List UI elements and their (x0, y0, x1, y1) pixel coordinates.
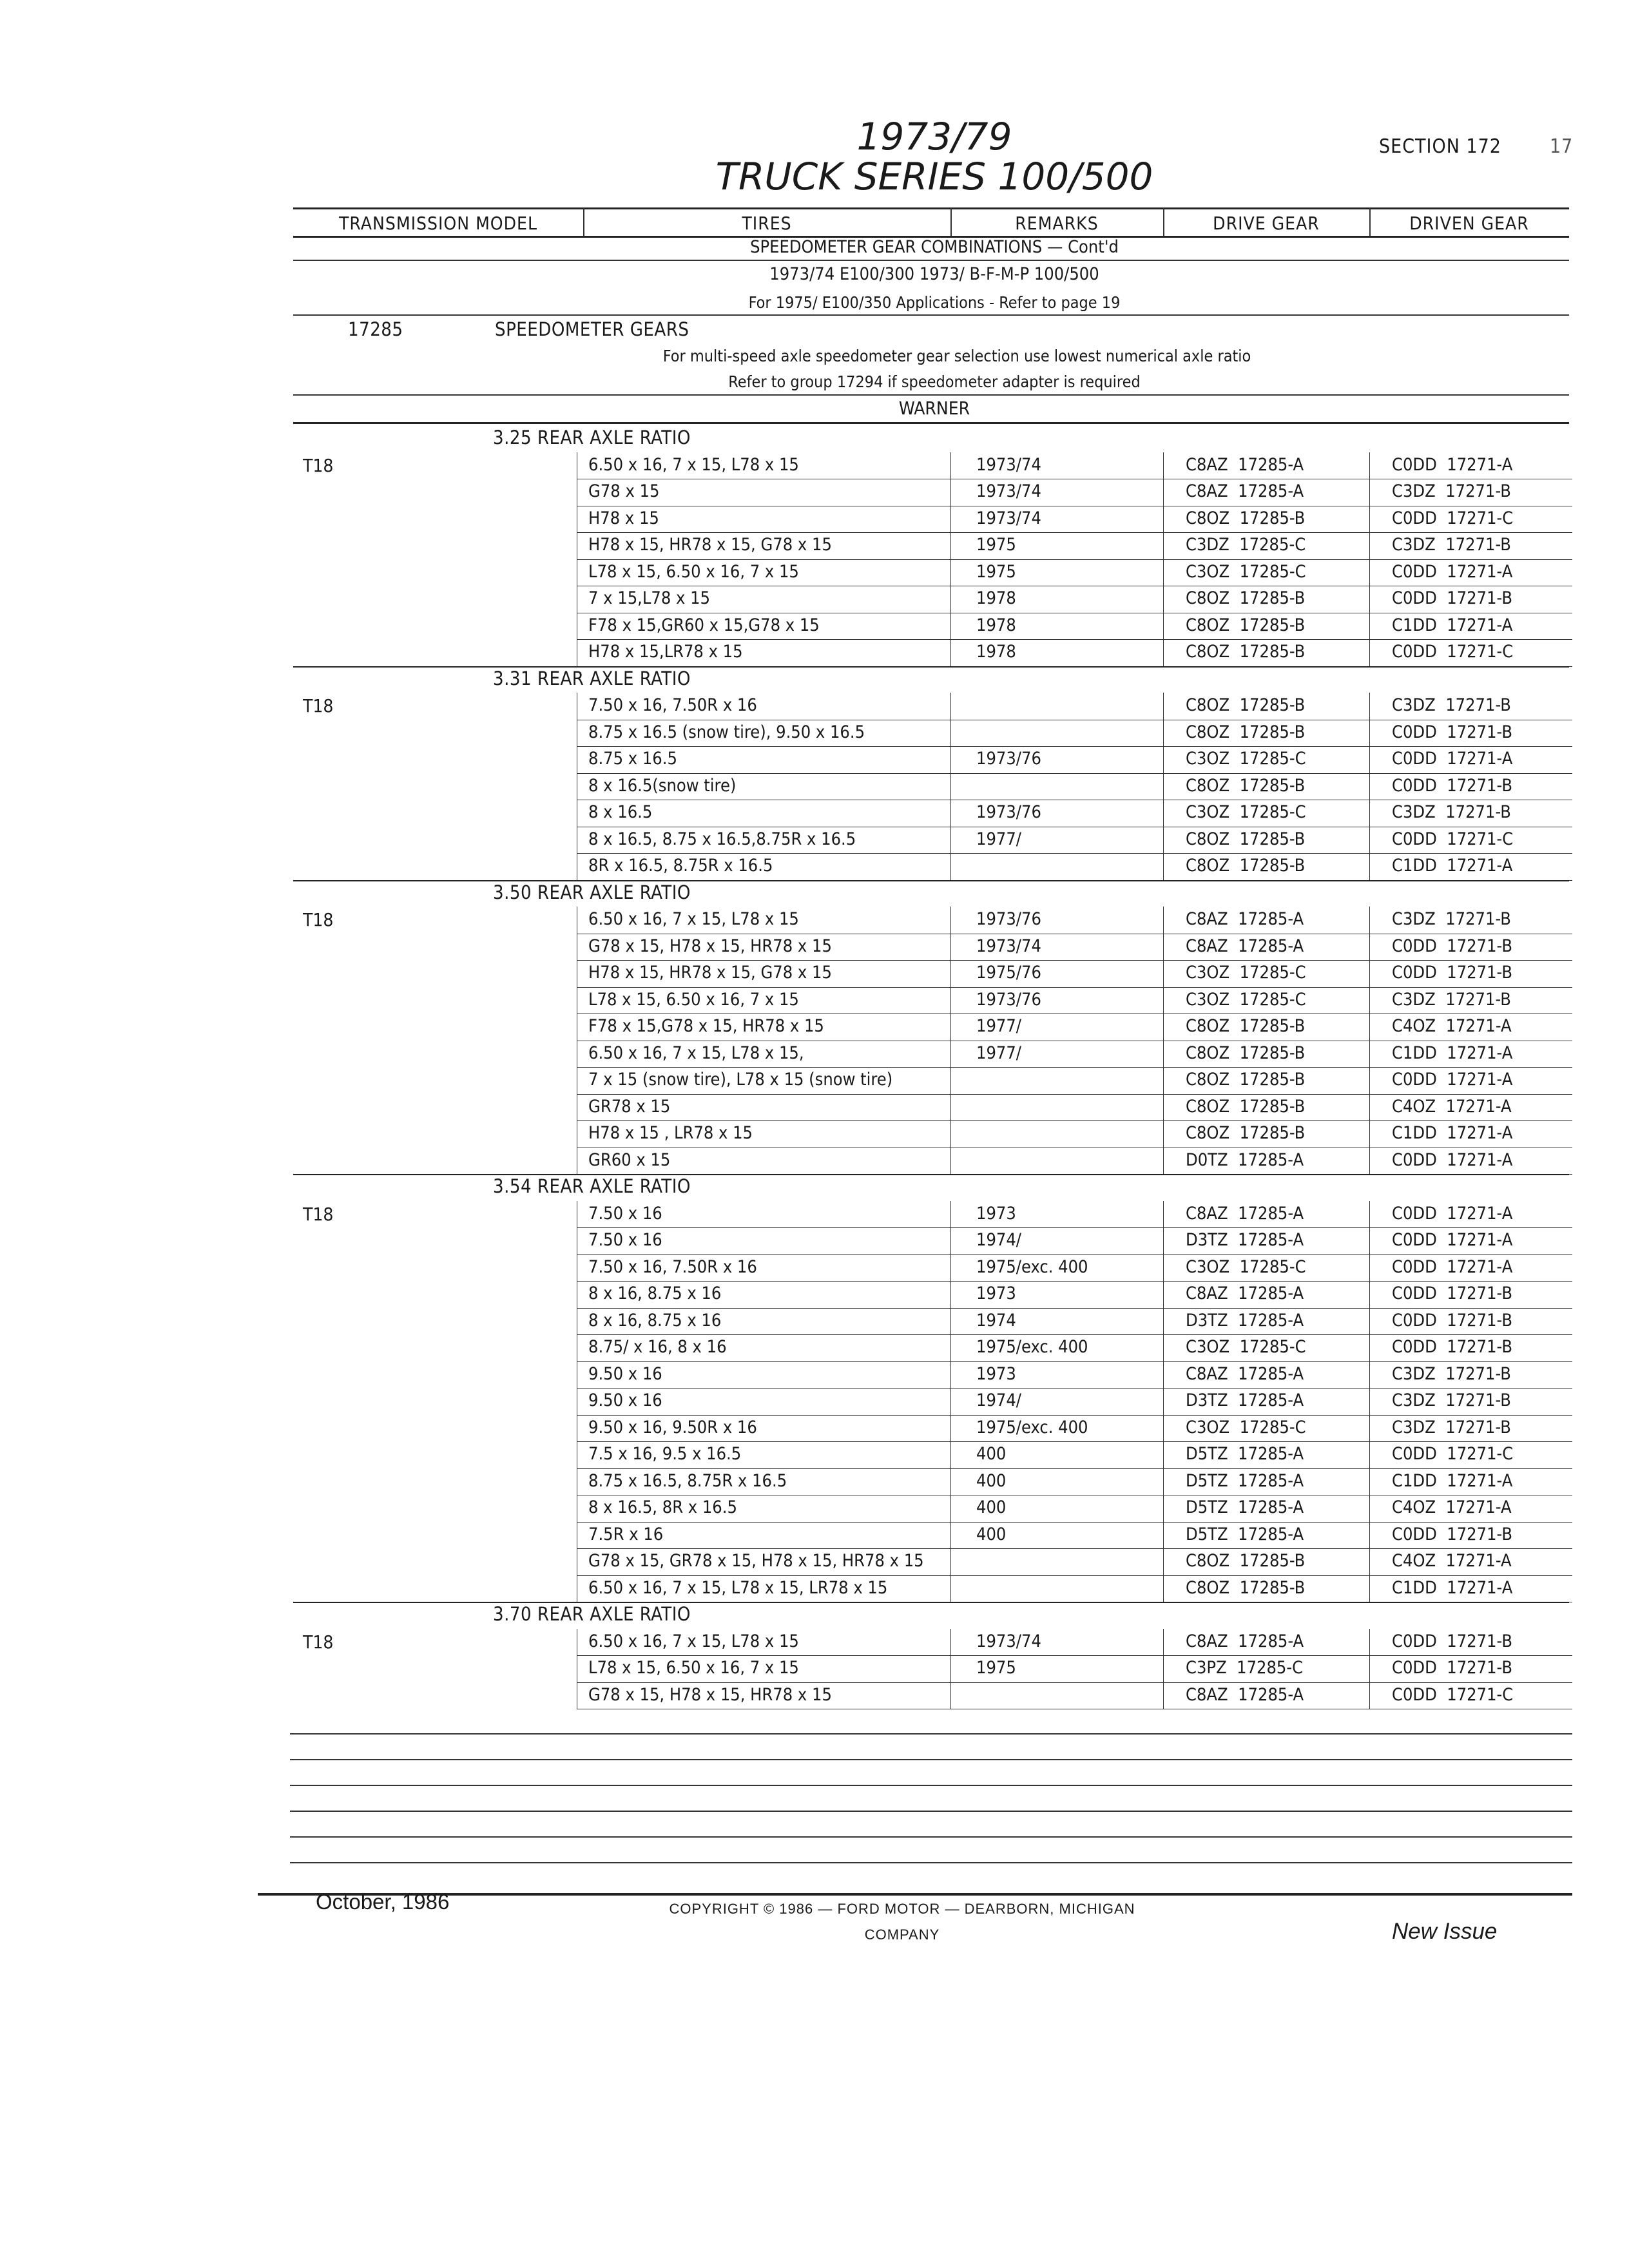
blank-rule (290, 1811, 1572, 1812)
drive-gear-part: D5TZ 17285-A (1186, 1470, 1304, 1491)
tire-size: 7.5R x 16 (588, 1524, 664, 1544)
tire-size: GR78 x 15 (588, 1096, 671, 1117)
driven-gear-part: C0DD 17271-A (1392, 1070, 1513, 1090)
remarks: 400 (976, 1470, 1007, 1491)
drive-gear-part: C3OZ 17285-C (1186, 561, 1306, 582)
tire-size: 8 x 16, 8.75 x 16 (588, 1310, 722, 1331)
column-divider (950, 1201, 951, 1602)
intro-title: SPEEDOMETER GEAR COMBINATIONS — Cont'd (750, 237, 1119, 257)
driven-gear-part: C0DD 17271-B (1392, 1524, 1512, 1544)
driven-gear-part: C4OZ 17271-A (1392, 1497, 1512, 1517)
col-driven-gear: DRIVEN GEAR (1409, 213, 1529, 234)
driven-gear-part: C0DD 17271-A (1392, 561, 1513, 582)
tire-size: 7 x 15,L78 x 15 (588, 588, 710, 608)
col-remarks: REMARKS (1015, 213, 1099, 234)
remarks: 1974/ (976, 1230, 1021, 1250)
remarks: 1973/74 (976, 936, 1041, 956)
tire-size: 6.50 x 16, 7 x 15, L78 x 15 (588, 1631, 799, 1651)
intro-refer: For 1975/ E100/350 Applications - Refer to page 19 (748, 293, 1121, 312)
remarks: 1978 (976, 642, 1016, 662)
tire-size: 7.50 x 16 (588, 1230, 662, 1250)
tire-size: H78 x 15, HR78 x 15, G78 x 15 (588, 963, 832, 983)
intro-applications: 1973/74 E100/300 1973/ B-F-M-P 100/500 (769, 264, 1099, 284)
drive-gear-part: C8AZ 17285-A (1186, 1203, 1304, 1224)
column-divider (1369, 452, 1370, 666)
tire-size: 8 x 16.5 (588, 802, 653, 822)
driven-gear-part: C0DD 17271-C (1392, 642, 1514, 662)
blank-rule (290, 1836, 1572, 1838)
driven-gear-part: C0DD 17271-B (1392, 1337, 1512, 1357)
driven-gear-part: C3DZ 17271-B (1392, 1363, 1511, 1384)
issue-status: New Issue (1392, 1919, 1498, 1944)
drive-gear-part: C8AZ 17285-A (1186, 1684, 1304, 1705)
row-rule (577, 559, 1572, 560)
header-top-rule (293, 207, 1569, 209)
remarks: 1973/76 (976, 749, 1041, 769)
page-number: 17 (1550, 135, 1574, 158)
drive-gear-part: C8OZ 17285-B (1186, 1043, 1306, 1063)
axle-ratio-heading: 3.54 REAR AXLE RATIO (493, 1175, 691, 1197)
tire-size: G78 x 15 (588, 481, 660, 501)
rule (293, 394, 1569, 396)
axle-ratio-heading: 3.50 REAR AXLE RATIO (493, 881, 691, 903)
row-rule (577, 1094, 1572, 1095)
row-rule (577, 532, 1572, 533)
maker-warner: WARNER (898, 398, 970, 419)
row-rule (577, 1067, 1572, 1068)
row-rule (577, 1522, 1572, 1523)
row-rule (577, 1548, 1572, 1549)
rule (293, 260, 1569, 261)
drive-gear-part: C3OZ 17285-C (1186, 1417, 1306, 1437)
tire-size: L78 x 15, 6.50 x 16, 7 x 15 (588, 561, 799, 582)
drive-gear-part: C3DZ 17285-C (1186, 535, 1306, 555)
row-rule (577, 1388, 1572, 1389)
intro-note-adapter: Refer to group 17294 if speedometer adapter is required (728, 372, 1141, 391)
header-divider (583, 207, 584, 236)
drive-gear-part: C8AZ 17285-A (1186, 1363, 1304, 1384)
row-rule (577, 1415, 1572, 1416)
row-rule (577, 746, 1572, 747)
row-rule (577, 639, 1572, 640)
row-rule (577, 1334, 1572, 1335)
row-rule (577, 1575, 1572, 1576)
copyright-company: COMPANY (864, 1927, 940, 1943)
header-divider (950, 207, 952, 236)
row-rule (577, 1227, 1572, 1228)
tire-size: G78 x 15, H78 x 15, HR78 x 15 (588, 1684, 832, 1705)
remarks: 1975/exc. 400 (976, 1337, 1088, 1357)
driven-gear-part: C0DD 17271-B (1392, 936, 1512, 956)
remarks: 400 (976, 1497, 1007, 1517)
rule (293, 422, 1569, 424)
tire-size: G78 x 15, GR78 x 15, H78 x 15, HR78 x 15 (588, 1551, 924, 1571)
drive-gear-part: C8OZ 17285-B (1186, 615, 1306, 635)
section-number: SECTION 172 (1379, 135, 1501, 158)
remarks: 1977/ (976, 829, 1021, 849)
row-rule (577, 773, 1572, 774)
drive-gear-part: C8AZ 17285-A (1186, 454, 1304, 475)
transmission-model: T18 (303, 695, 334, 716)
tire-size: 8R x 16.5, 8.75R x 16.5 (588, 856, 773, 876)
tire-size: 6.50 x 16, 7 x 15, L78 x 15 (588, 909, 799, 929)
tire-size: 8 x 16.5, 8.75 x 16.5,8.75R x 16.5 (588, 829, 856, 849)
tire-size: 7 x 15 (snow tire), L78 x 15 (snow tire) (588, 1070, 893, 1090)
column-divider (1163, 1201, 1164, 1602)
tire-size: 6.50 x 16, 7 x 15, L78 x 15, (588, 1043, 804, 1063)
drive-gear-part: C8OZ 17285-B (1186, 775, 1306, 796)
drive-gear-part: C8OZ 17285-B (1186, 856, 1306, 876)
transmission-model: T18 (303, 1631, 334, 1653)
driven-gear-part: C4OZ 17271-A (1392, 1551, 1512, 1571)
axle-ratio-heading: 3.31 REAR AXLE RATIO (493, 667, 691, 689)
driven-gear-part: C4OZ 17271-A (1392, 1096, 1512, 1117)
tire-size: 8 x 16, 8.75 x 16 (588, 1283, 722, 1303)
driven-gear-part: C1DD 17271-A (1392, 1043, 1513, 1063)
tire-size: 9.50 x 16 (588, 1390, 662, 1410)
tire-size: GR60 x 15 (588, 1149, 671, 1170)
driven-gear-part: C0DD 17271-B (1392, 1658, 1512, 1678)
driven-gear-part: C3DZ 17271-B (1392, 535, 1511, 555)
remarks: 1978 (976, 615, 1016, 635)
transmission-model: T18 (303, 909, 334, 930)
row-rule (577, 960, 1572, 961)
tire-size: 7.50 x 16, 7.50R x 16 (588, 695, 757, 715)
tire-size: 9.50 x 16, 9.50R x 16 (588, 1417, 757, 1437)
group-rule (293, 880, 1569, 881)
remarks: 1975/exc. 400 (976, 1417, 1088, 1437)
column-divider (1369, 1629, 1370, 1709)
tire-size: L78 x 15, 6.50 x 16, 7 x 15 (588, 989, 799, 1010)
driven-gear-part: C3DZ 17271-B (1392, 695, 1511, 715)
tire-size: 6.50 x 16, 7 x 15, L78 x 15, LR78 x 15 (588, 1577, 888, 1598)
remarks: 1973/74 (976, 1631, 1041, 1651)
remarks: 400 (976, 1524, 1007, 1544)
drive-gear-part: C3OZ 17285-C (1186, 802, 1306, 822)
driven-gear-part: C1DD 17271-A (1392, 856, 1513, 876)
footer-rule (258, 1893, 1572, 1896)
driven-gear-part: C0DD 17271-B (1392, 775, 1512, 796)
driven-gear-part: C0DD 17271-A (1392, 454, 1513, 475)
remarks: 1975/exc. 400 (976, 1256, 1088, 1277)
driven-gear-part: C4OZ 17271-A (1392, 1016, 1512, 1036)
driven-gear-part: C1DD 17271-A (1392, 1123, 1513, 1143)
remarks: 1973 (976, 1363, 1016, 1384)
column-divider (1163, 693, 1164, 880)
remarks: 1973/76 (976, 802, 1041, 822)
tire-size: 8.75 x 16.5 (snow tire), 9.50 x 16.5 (588, 722, 865, 742)
intro-note-multispeed: For multi-speed axle speedometer gear selection use lowest numerical axle ratio (662, 347, 1251, 365)
tire-size: 7.50 x 16 (588, 1203, 662, 1224)
blank-rule (290, 1862, 1572, 1863)
drive-gear-part: C8AZ 17285-A (1186, 936, 1304, 956)
drive-gear-part: D3TZ 17285-A (1186, 1390, 1304, 1410)
row-rule (577, 1308, 1572, 1309)
drive-gear-part: C8OZ 17285-B (1186, 508, 1306, 528)
drive-gear-part: C3OZ 17285-C (1186, 749, 1306, 769)
drive-gear-part: C8OZ 17285-B (1186, 642, 1306, 662)
row-rule (577, 1468, 1572, 1469)
drive-gear-part: C8AZ 17285-A (1186, 1283, 1304, 1303)
drive-gear-part: C8OZ 17285-B (1186, 1096, 1306, 1117)
remarks: 1975 (976, 535, 1016, 555)
drive-gear-part: C8AZ 17285-A (1186, 1631, 1304, 1651)
tire-size: 9.50 x 16 (588, 1363, 662, 1384)
driven-gear-part: C0DD 17271-A (1392, 1256, 1513, 1277)
drive-gear-part: C8OZ 17285-B (1186, 1016, 1306, 1036)
drive-gear-part: C8OZ 17285-B (1186, 722, 1306, 742)
tire-size: H78 x 15 , LR78 x 15 (588, 1123, 753, 1143)
remarks: 400 (976, 1444, 1007, 1464)
drive-gear-part: C8AZ 17285-A (1186, 909, 1304, 929)
tire-size: 6.50 x 16, 7 x 15, L78 x 15 (588, 454, 799, 475)
tire-size: 8.75/ x 16, 8 x 16 (588, 1337, 727, 1357)
remarks: 1973/74 (976, 481, 1041, 501)
remarks: 1973/74 (976, 454, 1041, 475)
drive-gear-part: C8OZ 17285-B (1186, 588, 1306, 608)
tire-size: H78 x 15, HR78 x 15, G78 x 15 (588, 535, 832, 555)
tire-size: 8 x 16.5(snow tire) (588, 775, 737, 796)
tire-size: F78 x 15,GR60 x 15,G78 x 15 (588, 615, 820, 635)
remarks: 1975 (976, 561, 1016, 582)
drive-gear-part: D3TZ 17285-A (1186, 1310, 1304, 1331)
driven-gear-part: C3DZ 17271-B (1392, 909, 1511, 929)
driven-gear-part: C0DD 17271-C (1392, 1444, 1514, 1464)
driven-gear-part: C3DZ 17271-B (1392, 989, 1511, 1010)
row-rule (577, 987, 1572, 988)
rule (293, 314, 1569, 316)
drive-gear-part: C3OZ 17285-C (1186, 1256, 1306, 1277)
driven-gear-part: C3DZ 17271-B (1392, 1417, 1511, 1437)
group-rule (293, 1602, 1569, 1603)
driven-gear-part: C0DD 17271-B (1392, 963, 1512, 983)
col-drive-gear: DRIVE GEAR (1213, 213, 1320, 234)
title-series: TRUCK SERIES 100/500 (715, 155, 1153, 198)
copyright-line: COPYRIGHT © 1986 — FORD MOTOR — DEARBORN, MICHIGAN (669, 1901, 1135, 1917)
driven-gear-part: C0DD 17271-A (1392, 1230, 1513, 1250)
driven-gear-part: C3DZ 17271-B (1392, 1390, 1511, 1410)
col-transmission-model: TRANSMISSION MODEL (339, 213, 537, 234)
row-rule (577, 1281, 1572, 1282)
transmission-model: T18 (303, 454, 334, 476)
driven-gear-part: C1DD 17271-A (1392, 1470, 1513, 1491)
driven-gear-part: C0DD 17271-A (1392, 749, 1513, 769)
driven-gear-part: C3DZ 17271-B (1392, 481, 1511, 501)
remarks: 1977/ (976, 1016, 1021, 1036)
issue-date: October, 1986 (316, 1890, 450, 1914)
row-rule (577, 1120, 1572, 1121)
drive-gear-part: C8OZ 17285-B (1186, 1577, 1306, 1598)
header-divider (1163, 207, 1164, 236)
row-rule (577, 1682, 1572, 1683)
tire-size: H78 x 15,LR78 x 15 (588, 642, 743, 662)
column-divider (950, 452, 951, 666)
axle-ratio-heading: 3.25 REAR AXLE RATIO (493, 427, 691, 448)
drive-gear-part: C3OZ 17285-C (1186, 963, 1306, 983)
column-divider (1369, 907, 1370, 1174)
drive-gear-part: C3PZ 17285-C (1186, 1658, 1304, 1678)
driven-gear-part: C0DD 17271-B (1392, 1631, 1512, 1651)
remarks: 1974/ (976, 1390, 1021, 1410)
header-divider (1369, 207, 1371, 236)
driven-gear-part: C1DD 17271-A (1392, 615, 1513, 635)
driven-gear-part: C0DD 17271-C (1392, 1684, 1514, 1705)
driven-gear-part: C3DZ 17271-B (1392, 802, 1511, 822)
driven-gear-part: C0DD 17271-A (1392, 1203, 1513, 1224)
tire-size: 7.50 x 16, 7.50R x 16 (588, 1256, 757, 1277)
drive-gear-part: D5TZ 17285-A (1186, 1444, 1304, 1464)
col-tires: TIRES (742, 213, 792, 234)
driven-gear-part: C0DD 17271-B (1392, 722, 1512, 742)
drive-gear-part: D5TZ 17285-A (1186, 1524, 1304, 1544)
tire-size: 8.75 x 16.5, 8.75R x 16.5 (588, 1470, 787, 1491)
part-number: 17285 (348, 318, 403, 340)
tire-size: G78 x 15, H78 x 15, HR78 x 15 (588, 936, 832, 956)
remarks: 1973/76 (976, 909, 1041, 929)
drive-gear-part: C8OZ 17285-B (1186, 829, 1306, 849)
column-divider (1163, 1629, 1164, 1709)
driven-gear-part: C0DD 17271-B (1392, 1283, 1512, 1303)
transmission-model: T18 (303, 1203, 334, 1225)
blank-rule (290, 1785, 1572, 1786)
blank-rule (290, 1733, 1572, 1735)
remarks: 1977/ (976, 1043, 1021, 1063)
tire-size: 8 x 16.5, 8R x 16.5 (588, 1497, 737, 1517)
remarks: 1973 (976, 1203, 1016, 1224)
driven-gear-part: C0DD 17271-B (1392, 588, 1512, 608)
row-rule (577, 1655, 1572, 1656)
driven-gear-part: C0DD 17271-C (1392, 508, 1514, 528)
tire-size: 8.75 x 16.5 (588, 749, 677, 769)
column-divider (1163, 907, 1164, 1174)
drive-gear-part: C3OZ 17285-C (1186, 989, 1306, 1010)
group-rule (293, 1174, 1569, 1175)
drive-gear-part: C8OZ 17285-B (1186, 1123, 1306, 1143)
drive-gear-part: C3OZ 17285-C (1186, 1337, 1306, 1357)
group-rule (293, 666, 1569, 668)
driven-gear-part: C0DD 17271-C (1392, 829, 1514, 849)
column-divider (1369, 1201, 1370, 1602)
row-rule (577, 1441, 1572, 1442)
column-divider (950, 907, 951, 1174)
tire-size: F78 x 15,G78 x 15, HR78 x 15 (588, 1016, 824, 1036)
drive-gear-part: C8OZ 17285-B (1186, 1551, 1306, 1571)
remarks: 1975/76 (976, 963, 1041, 983)
remarks: 1975 (976, 1658, 1016, 1678)
part-name: SPEEDOMETER GEARS (495, 318, 689, 340)
drive-gear-part: C8OZ 17285-B (1186, 1070, 1306, 1090)
title-years: 1973/79 (856, 115, 1012, 159)
row-rule (577, 1254, 1572, 1255)
column-divider (1369, 693, 1370, 880)
drive-gear-part: C8OZ 17285-B (1186, 695, 1306, 715)
driven-gear-part: C1DD 17271-A (1392, 1577, 1513, 1598)
tire-size: 7.5 x 16, 9.5 x 16.5 (588, 1444, 742, 1464)
tire-size: H78 x 15 (588, 508, 659, 528)
row-rule (577, 853, 1572, 854)
drive-gear-part: D5TZ 17285-A (1186, 1497, 1304, 1517)
blank-rule (290, 1759, 1572, 1760)
column-divider (950, 693, 951, 880)
row-rule (577, 1361, 1572, 1362)
axle-ratio-heading: 3.70 REAR AXLE RATIO (493, 1603, 691, 1625)
remarks: 1973 (976, 1283, 1016, 1303)
tire-size: L78 x 15, 6.50 x 16, 7 x 15 (588, 1658, 799, 1678)
drive-gear-part: D0TZ 17285-A (1186, 1149, 1304, 1170)
driven-gear-part: C0DD 17271-B (1392, 1310, 1512, 1331)
column-divider (950, 1629, 951, 1709)
column-divider (1163, 452, 1164, 666)
remarks: 1973/76 (976, 989, 1041, 1010)
drive-gear-part: D3TZ 17285-A (1186, 1230, 1304, 1250)
drive-gear-part: C8AZ 17285-A (1186, 481, 1304, 501)
remarks: 1978 (976, 588, 1016, 608)
driven-gear-part: C0DD 17271-A (1392, 1149, 1513, 1170)
remarks: 1973/74 (976, 508, 1041, 528)
remarks: 1974 (976, 1310, 1016, 1331)
